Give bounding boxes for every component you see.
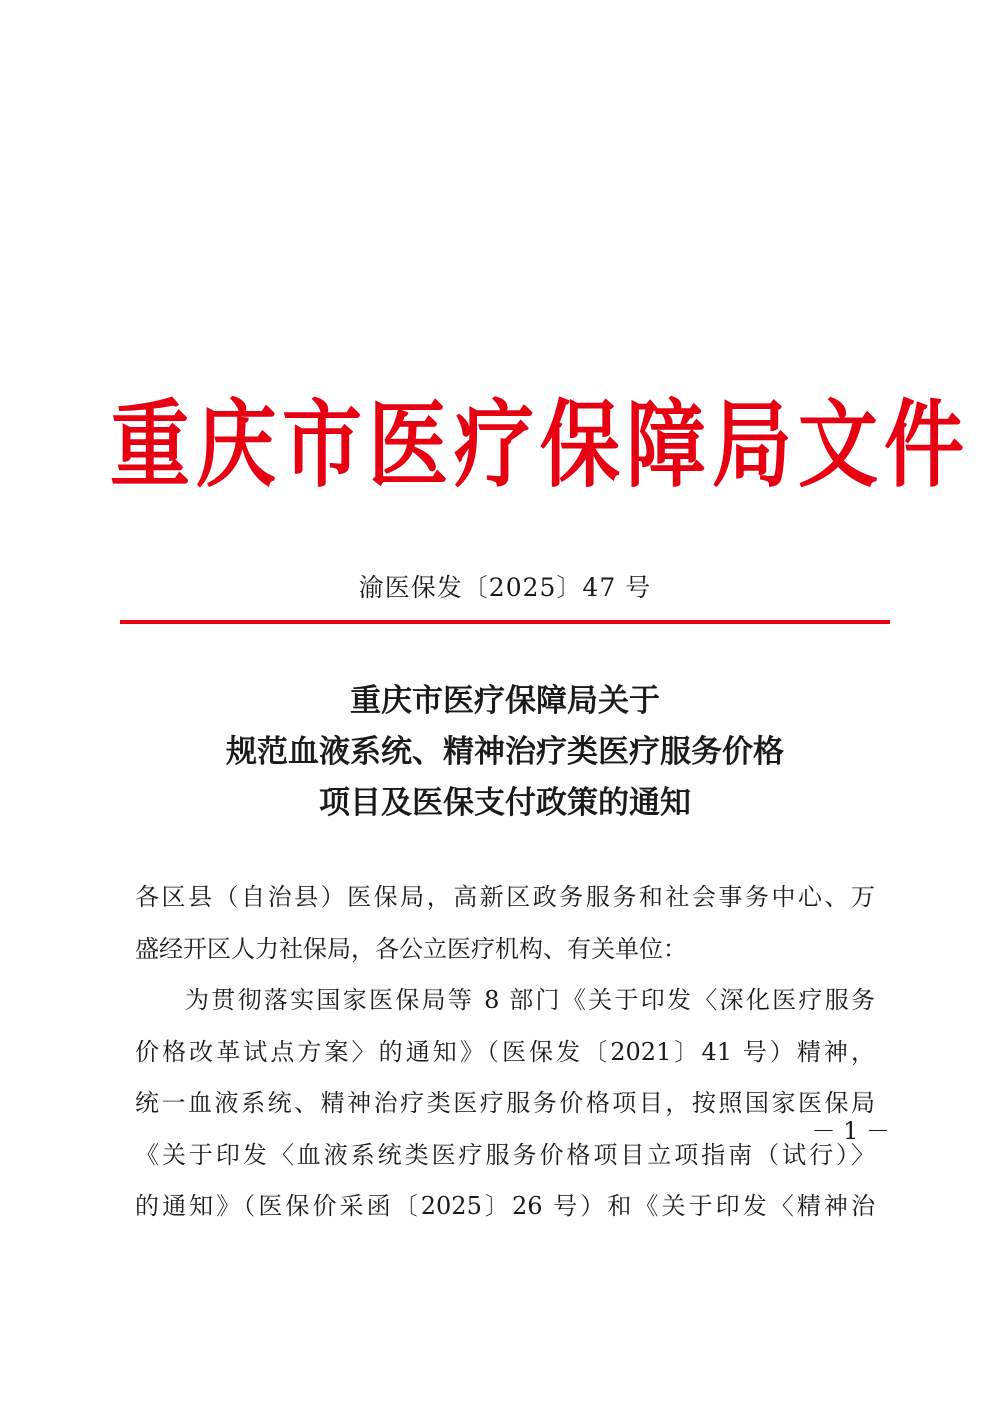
paragraph-line-1: 为贯彻落实国家医保局等 8 部门《关于印发〈深化医疗服务 [185,986,875,1014]
addressee-line-1: 各区县（自治县）医保局，高新区政务服务和社会事务中心、万 [135,883,875,911]
paragraph-line-2: 价格改革试点方案〉的通知》（医保发〔2021〕41 号）精神， [135,1037,875,1066]
paragraph-line-3: 统一血液系统、精神治疗类医疗服务价格项目，按照国家医保局 [135,1089,875,1117]
document-title [120,676,890,829]
body-text [135,872,875,1233]
document-number: 渝医保发〔2025〕47 号 [358,573,652,602]
page-number: － 1 － [811,1117,890,1145]
red-divider-line [120,620,890,624]
paragraph-line-4: 《关于印发〈血液系统类医疗服务价格项目立项指南（试行）〉 [135,1140,875,1169]
issuer-masthead: 重庆市医疗保障局文件 [110,390,970,501]
title-line-3: 项目及医保支付政策的通知 [319,785,691,821]
title-line-2: 规范血液系统、精神治疗类医疗服务价格 [226,734,784,770]
addressee-line-2: 盛经开区人力社保局，各公立医疗机构、有关单位： [135,934,687,963]
title-line-1: 重庆市医疗保障局关于 [350,683,660,719]
paragraph-line-5: 的通知》（医保价采函〔2025〕26 号）和《关于印发〈精神治 [135,1192,875,1220]
